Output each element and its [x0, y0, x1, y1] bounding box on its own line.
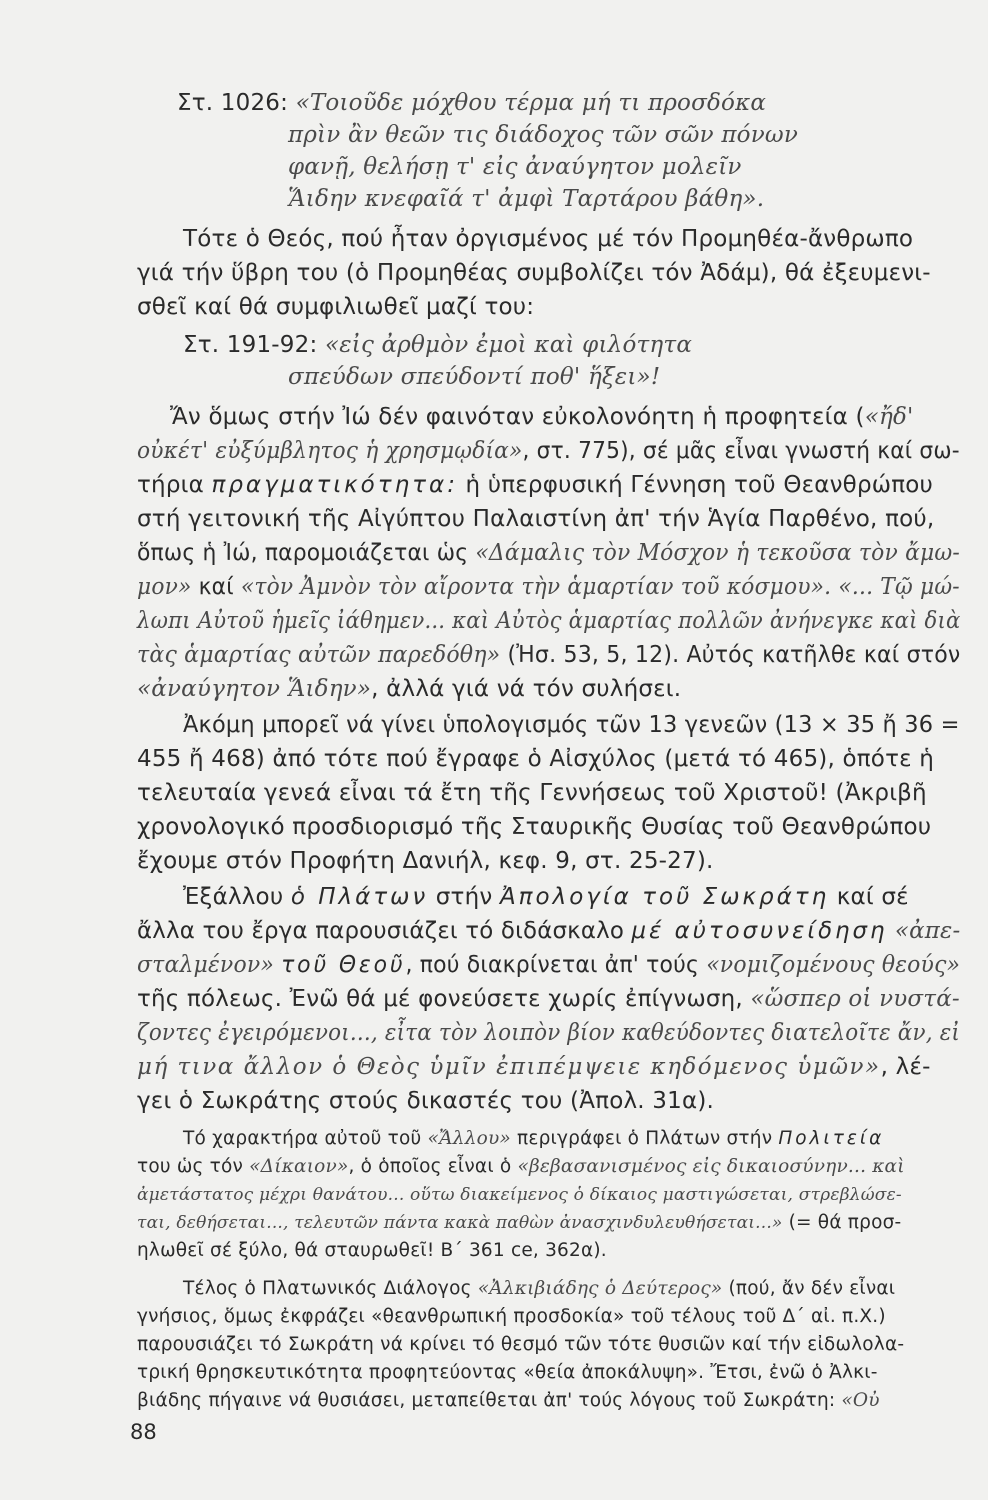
text-line: ἀμετάστατος μέχρι θανάτου... οὕτω διακείμενος ὁ δίκαιος μαστιγώσεται, στρεβλώσε-	[137, 1185, 902, 1205]
verse-ref: Στ. 1026:	[177, 90, 296, 116]
text-line: γιά τήν ὕβρη του (ὁ Προμηθέας συμβολίζει τόν Ἀδάμ), θά ἐξευμενι-	[137, 260, 931, 286]
text-line: οὐκέτ' εὐξύμβλητος ἡ χρησμῳδία», στ. 775), σέ μᾶς εἶναι γνωστή καί σω-	[137, 438, 960, 464]
text-line: ἄλλα του ἔργα παρουσιάζει τό διδάσκαλο μέ αὐτοσυνείδηση «ἀπε-	[137, 918, 961, 944]
text-line: τρική θρησκευτικότητα προφητεύοντας «θεία ἀποκάλυψη». Ἔτσι, ἐνῶ ὁ Ἀλκι-	[137, 1362, 878, 1383]
text-line: σθεῖ καί θά συμφιλιωθεῖ μαζί του:	[137, 294, 535, 320]
text-line: σπεύδων σπεύδοντί ποθ' ἥξει»!	[288, 364, 661, 390]
quote-fragment: «εἰς ἀρθμὸν ἐμοὶ καὶ φιλότητα	[324, 332, 693, 358]
quote-fragment: «Τοιοῦδε μόχθου τέρμα μή τι προσδόκα	[295, 90, 767, 116]
text-line: Τέλος ὁ Πλατωνικός Διάλογος «Ἀλκιβιάδης ὁ Δεύτερος» (πού, ἄν δέν εἶναι	[183, 1278, 896, 1299]
text-line: λωπι Αὐτοῦ ἡμεῖς ἰάθημεν... καὶ Αὐτὸς ἁμαρτίας πολλῶν ἀνήνεγκε καὶ διὰ	[137, 608, 961, 634]
text-line	[177, 88, 766, 118]
text-line: Τότε ὁ Θεός, πού ἦταν ὀργισμένος μέ τόν Προμηθέα-ἄνθρωπο	[183, 226, 914, 252]
text-line: τελευταία γενεά εἶναι τά ἔτη τῆς Γεννήσεως τοῦ Χριστοῦ! (Ἀκριβῆ	[137, 780, 927, 806]
text-line: φανῇ, θελήσῃ τ' εἰς ἀναύγητον μολεῖν	[288, 154, 742, 180]
text-line: γνήσιος, ὅμως ἐκφράζει «θεανθρωπική προσδοκία» τοῦ τέλους τοῦ Δ΄ αἰ. π.Χ.)	[137, 1306, 886, 1327]
text-line: Ἀκόμη μπορεῖ νά γίνει ὑπολογισμός τῶν 13 γενεῶν (13 × 35 ἤ 36 =	[183, 712, 960, 738]
text-line: Τό χαρακτήρα αὐτοῦ τοῦ «Ἄλλου» περιγράφει ὁ Πλάτων στήν Πολιτεία	[183, 1128, 885, 1149]
text-line: παρουσιάζει τό Σωκράτη νά κρίνει τό θεσμό τῶν τότε θυσιῶν καί τήν εἰδωλολα-	[137, 1334, 905, 1355]
text-line: στή γειτονική τῆς Αἰγύπτου Παλαιστίνη ἀπ' τήν Ἁγία Παρθένο, πού,	[137, 506, 935, 532]
text-line: γει ὁ Σωκράτης στούς δικαστές του (Ἀπολ. 31α).	[137, 1088, 715, 1114]
text-line: Ἅιδην κνεφαῖά τ' ἀμφὶ Ταρτάρου βάθη».	[288, 186, 765, 212]
text-line: ὅπως ἡ Ἰώ, παρομοιάζεται ὡς «Δάμαλις τὸν Μόσχον ἡ τεκοῦσα τὸν ἄμω-	[137, 540, 960, 566]
verse-ref: Στ. 191-92:	[183, 332, 325, 358]
text-line: ται, δεθήσεται..., τελευτῶν πάντα κακὰ παθὼν ἀνασχινδυλευθήσεται...» (= θά προσ-	[137, 1212, 902, 1233]
page-number: 88	[130, 1420, 157, 1444]
text-line: τήρια πραγματικότητα: ἡ ὑπερφυσική Γέννηση τοῦ Θεανθρώπου	[137, 472, 934, 498]
text-line: ἔχουμε στόν Προφήτη Δανιήλ, κεφ. 9, στ. 25-27).	[137, 848, 714, 874]
text-line: χρονολογικό προσδιορισμό τῆς Σταυρικῆς Θυσίας τοῦ Θεανθρώπου	[137, 814, 932, 840]
text-line: πρὶν ἂν θεῶν τις διάδοχος τῶν σῶν πόνων	[288, 122, 799, 148]
text-line: σταλμένον» τοῦ Θεοῦ, πού διακρίνεται ἀπ' τούς «νομιζομένους θεούς»	[137, 952, 961, 978]
text-line	[183, 330, 692, 360]
text-line: μον» καί «τὸν Ἀμνὸν τὸν αἴροντα τὴν ἁμαρτίαν τοῦ κόσμου». «... Τῷ μώ-	[137, 574, 960, 600]
text-line: τῆς πόλεως. Ἐνῶ θά μέ φονεύσετε χωρίς ἐπίγνωση, «ὥσπερ οἱ νυστά-	[137, 986, 960, 1012]
text-line: του ὡς τόν «Δίκαιον», ὁ ὁποῖος εἶναι ὁ «βεβασανισμένος εἰς δικαιοσύνην... καὶ	[137, 1156, 905, 1177]
text-line: Ἄν ὅμως στήν Ἰώ δέν φαινόταν εὐκολονόητη ἡ προφητεία («ἤδ'	[170, 404, 914, 430]
text-line: βιάδης πήγαινε νά θυσιάσει, μεταπείθεται ἀπ' τούς λόγους τοῦ Σωκράτη: «Οὐ	[137, 1390, 880, 1411]
text-line: ζοντες ἐγειρόμενοι..., εἶτα τὸν λοιπὸν βίον καθεύδοντες διατελοῖτε ἄν, εἰ	[137, 1020, 961, 1046]
text-line: 455 ἤ 468) ἀπό τότε πού ἔγραφε ὁ Αἰσχύλος (μετά τό 465), ὁπότε ἡ	[137, 746, 935, 772]
text-line: «ἀναύγητον Ἅιδην», ἀλλά γιά νά τόν συλήσει.	[137, 676, 682, 702]
text-line: ηλωθεῖ σέ ξύλο, θά σταυρωθεῖ! Β΄ 361 ce, 362α).	[137, 1240, 607, 1261]
text-line: Ἐξάλλου ὁ Πλάτων στήν Ἀπολογία τοῦ Σωκράτη καί σέ	[183, 884, 909, 910]
text-line: μή τινα ἄλλον ὁ Θεὸς ὑμῖν ἐπιπέμψειε κηδόμενος ὑμῶν», λέ-	[137, 1054, 931, 1080]
text-line: τὰς ἁμαρτίας αὐτῶν παρεδόθη» (Ἠσ. 53, 5, 12). Αὐτός κατῆλθε καί στόν	[137, 642, 961, 668]
